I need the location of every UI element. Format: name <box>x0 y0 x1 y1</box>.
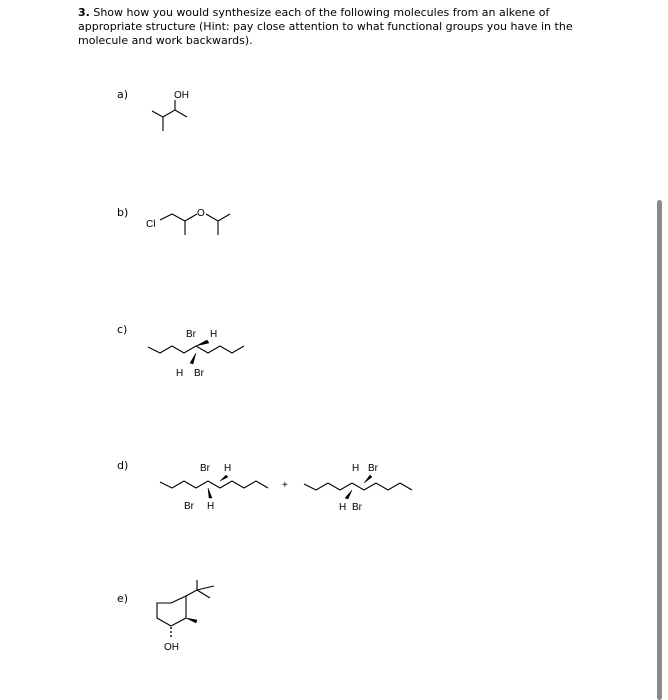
atom-h1-c: H <box>210 329 218 340</box>
molecule-d-left <box>160 463 268 512</box>
scrollbar[interactable] <box>657 200 662 700</box>
atom-br4-d: Br <box>352 502 362 513</box>
atom-br2-c: Br <box>194 368 204 379</box>
atom-br1-c: Br <box>186 329 196 340</box>
atom-br2-d: Br <box>184 501 194 512</box>
atom-br3-d: Br <box>368 463 378 474</box>
atom-br1-d: Br <box>200 463 210 474</box>
molecule-d-right <box>304 463 412 513</box>
atom-cl-b: Cl <box>146 219 156 230</box>
part-label-b: b) <box>117 206 129 219</box>
part-label-a: a) <box>117 88 129 101</box>
atom-h3-d: H <box>352 463 360 474</box>
molecule-e <box>157 580 214 653</box>
plus-sign: + <box>282 480 288 491</box>
atom-oh-e: OH <box>164 642 179 653</box>
atom-oh-a: OH <box>174 90 189 101</box>
atom-h4-d: H <box>339 502 347 513</box>
molecule-a <box>152 90 189 131</box>
atom-o-b: O <box>197 208 205 219</box>
molecule-b <box>146 208 230 235</box>
question-body: Show how you would synthesize each of the following molecules from an alkene of appropriate structure (Hint: pay close attention to what functional groups you have in the molecule and work backwards). <box>78 6 573 47</box>
question-number: 3. <box>78 6 90 19</box>
atom-h1-d: H <box>224 463 232 474</box>
part-label-e: e) <box>117 592 129 605</box>
part-label-c: c) <box>117 323 128 336</box>
atom-h2-c: H <box>176 368 184 379</box>
part-label-d: d) <box>117 459 129 472</box>
atom-h2-d: H <box>207 501 215 512</box>
molecule-c <box>148 329 244 379</box>
